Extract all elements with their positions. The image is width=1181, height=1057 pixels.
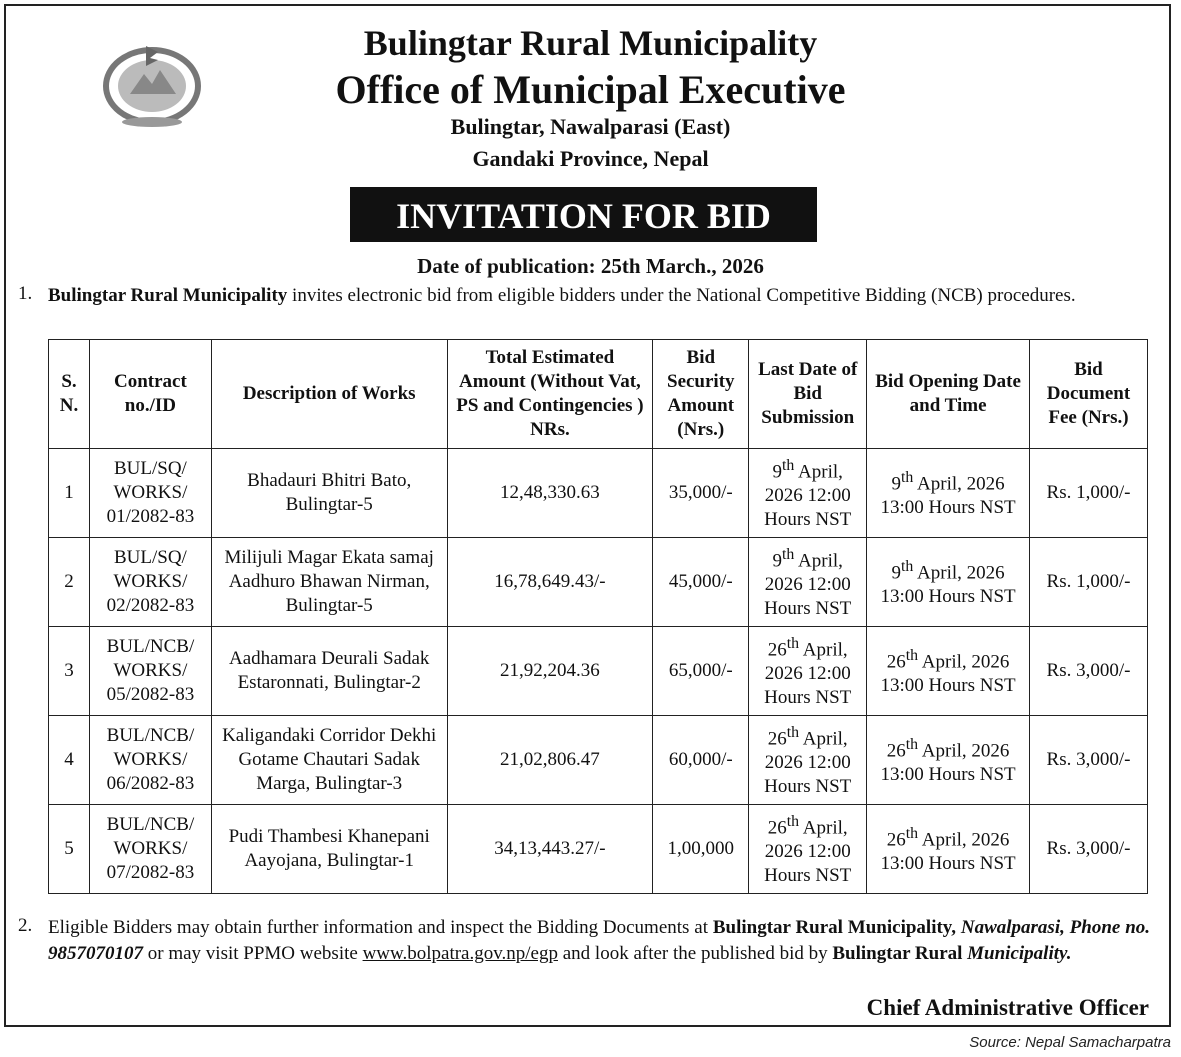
cell-amount: 21,92,204.36 [447, 627, 653, 716]
cell-sn: 3 [49, 627, 90, 716]
org-name: Bulingtar Rural Municipality [363, 23, 818, 63]
open-day-suffix: th [901, 468, 914, 486]
cell-amount: 21,02,806.47 [447, 716, 653, 805]
table-row [49, 627, 1148, 716]
cell-opening [867, 449, 1030, 538]
open-date-rest: April, 2026 13:00 Hours NST [880, 829, 1016, 875]
para1-body: invites electronic bid from eligible bidders under the National Competitive Bidding (NCB) procedures. [287, 285, 1076, 306]
last-date-rest: April, 2026 12:00 Hours NST [764, 728, 852, 798]
open-day: 26 [886, 829, 906, 851]
header-amount: Total Estimated Amount (Without Vat, PS and Contingencies ) NRs. [447, 340, 653, 449]
publication-date: Date of publication: 25th March., 2026 [417, 254, 764, 278]
cell-security: 45,000/- [653, 538, 749, 627]
cell-sn: 4 [49, 716, 90, 805]
bid-table [48, 339, 1148, 894]
cell-opening [867, 538, 1030, 627]
header-security: Bid Security Amount (Nrs.) [653, 340, 749, 449]
para2-italic2: Municipality. [967, 943, 1072, 964]
cell-last-date [749, 627, 867, 716]
open-day-suffix: th [905, 646, 919, 664]
header-contract: Contract no./ID [89, 340, 211, 449]
open-date-rest: April, 2026 13:00 Hours NST [880, 740, 1016, 786]
cell-contract: BUL/NCB/ WORKS/ 05/2082-83 [89, 627, 211, 716]
last-day: 26 [767, 817, 787, 839]
cell-security: 65,000/- [653, 627, 749, 716]
open-date-rest: April, 2026 13:00 Hours NST [880, 562, 1016, 608]
address-line-1: Bulingtar, Nawalparasi (East) [450, 114, 731, 139]
header-last-date: Last Date of Bid Submission [749, 340, 867, 449]
cell-sn: 1 [49, 449, 90, 538]
cell-contract: BUL/SQ/ WORKS/ 01/2082-83 [89, 449, 211, 538]
para2-text3: and look after the published bid by [557, 943, 833, 964]
header-fee: Bid Document Fee (Nrs.) [1029, 340, 1147, 449]
cell-fee: Rs. 1,000/- [1029, 449, 1147, 538]
para2-text1: Eligible Bidders may obtain further information and inspect the Bidding Documents at [48, 917, 713, 938]
open-day: 26 [886, 651, 906, 673]
cell-last-date [749, 538, 867, 627]
last-day-suffix: th [786, 634, 800, 652]
cell-amount: 16,78,649.43/- [447, 538, 653, 627]
para2-bold2: Bulingtar Rural [832, 943, 963, 964]
cell-description: Bhadauri Bhitri Bato, Bulingtar-5 [211, 449, 447, 538]
para1-text [48, 283, 1150, 309]
cell-amount: 34,13,443.27/- [447, 805, 653, 894]
para1-lead: Bulingtar Rural Municipality [48, 285, 288, 306]
para2-number: 2. [18, 915, 33, 936]
para2-italic1: Nawalparasi, Phone no. 9857070107 [48, 917, 1151, 964]
cell-fee: Rs. 3,000/- [1029, 716, 1147, 805]
last-day-suffix: th [786, 723, 800, 741]
table-header-row [49, 340, 1148, 449]
cell-fee: Rs. 1,000/- [1029, 538, 1147, 627]
last-date-rest: April, 2026 12:00 Hours NST [764, 639, 852, 709]
signature-title: Chief Administrative Officer [866, 995, 1149, 1020]
cell-opening [867, 716, 1030, 805]
cell-opening [867, 627, 1030, 716]
last-date-rest: April, 2026 12:00 Hours NST [764, 461, 852, 531]
cell-last-date [749, 805, 867, 894]
open-date-rest: April, 2026 13:00 Hours NST [880, 473, 1016, 519]
last-day-suffix: th [782, 545, 795, 563]
cell-sn: 5 [49, 805, 90, 894]
cell-contract: BUL/NCB/ WORKS/ 06/2082-83 [89, 716, 211, 805]
cell-last-date [749, 716, 867, 805]
open-day-suffix: th [905, 824, 919, 842]
source-credit: Source: Nepal Samacharpatra [969, 1034, 1171, 1051]
cell-contract: BUL/SQ/ WORKS/ 02/2082-83 [89, 538, 211, 627]
cell-description: Pudi Thambesi Khanepani Aayojana, Bulingtar-1 [211, 805, 447, 894]
last-day: 9 [772, 550, 783, 572]
last-date-rest: April, 2026 12:00 Hours NST [764, 550, 852, 620]
para2-text [48, 915, 1150, 967]
table-row [49, 449, 1148, 538]
cell-amount: 12,48,330.63 [447, 449, 653, 538]
last-day: 26 [767, 639, 787, 661]
cell-security: 1,00,000 [653, 805, 749, 894]
last-day-suffix: th [786, 812, 800, 830]
open-day: 26 [886, 740, 906, 762]
table-row [49, 538, 1148, 627]
para1-number: 1. [18, 283, 33, 304]
address-line-2: Gandaki Province, Nepal [472, 146, 709, 171]
cell-security: 60,000/- [653, 716, 749, 805]
para2-bold1: Bulingtar Rural Municipality, [712, 917, 957, 938]
open-day-suffix: th [905, 735, 919, 753]
cell-opening [867, 805, 1030, 894]
cell-fee: Rs. 3,000/- [1029, 627, 1147, 716]
ppmo-link[interactable]: www.bolpatra.gov.np/egp [362, 943, 558, 964]
cell-last-date [749, 449, 867, 538]
open-day-suffix: th [901, 557, 914, 575]
cell-fee: Rs. 3,000/- [1029, 805, 1147, 894]
open-date-rest: April, 2026 13:00 Hours NST [880, 651, 1016, 697]
table-row [49, 805, 1148, 894]
cell-description: Kaligandaki Corridor Dekhi Gotame Chautari Sadak Marga, Bulingtar-3 [211, 716, 447, 805]
last-date-rest: April, 2026 12:00 Hours NST [764, 817, 852, 887]
cell-security: 35,000/- [653, 449, 749, 538]
office-name: Office of Municipal Executive [335, 67, 846, 112]
last-day-suffix: th [782, 456, 795, 474]
para2-text2: or may visit PPMO website [143, 943, 363, 964]
cell-contract: BUL/NCB/ WORKS/ 07/2082-83 [89, 805, 211, 894]
invitation-banner: INVITATION FOR BID [350, 187, 817, 242]
header-sn: S. N. [49, 340, 90, 449]
table-row [49, 716, 1148, 805]
last-day: 26 [767, 728, 787, 750]
cell-sn: 2 [49, 538, 90, 627]
cell-description: Aadhamara Deurali Sadak Estaronnati, Bulingtar-2 [211, 627, 447, 716]
open-day: 9 [891, 473, 902, 495]
last-day: 9 [772, 461, 783, 483]
header-opening: Bid Opening Date and Time [867, 340, 1030, 449]
cell-description: Milijuli Magar Ekata samaj Aadhuro Bhawan Nirman, Bulingtar-5 [211, 538, 447, 627]
header-description: Description of Works [211, 340, 447, 449]
open-day: 9 [891, 562, 902, 584]
